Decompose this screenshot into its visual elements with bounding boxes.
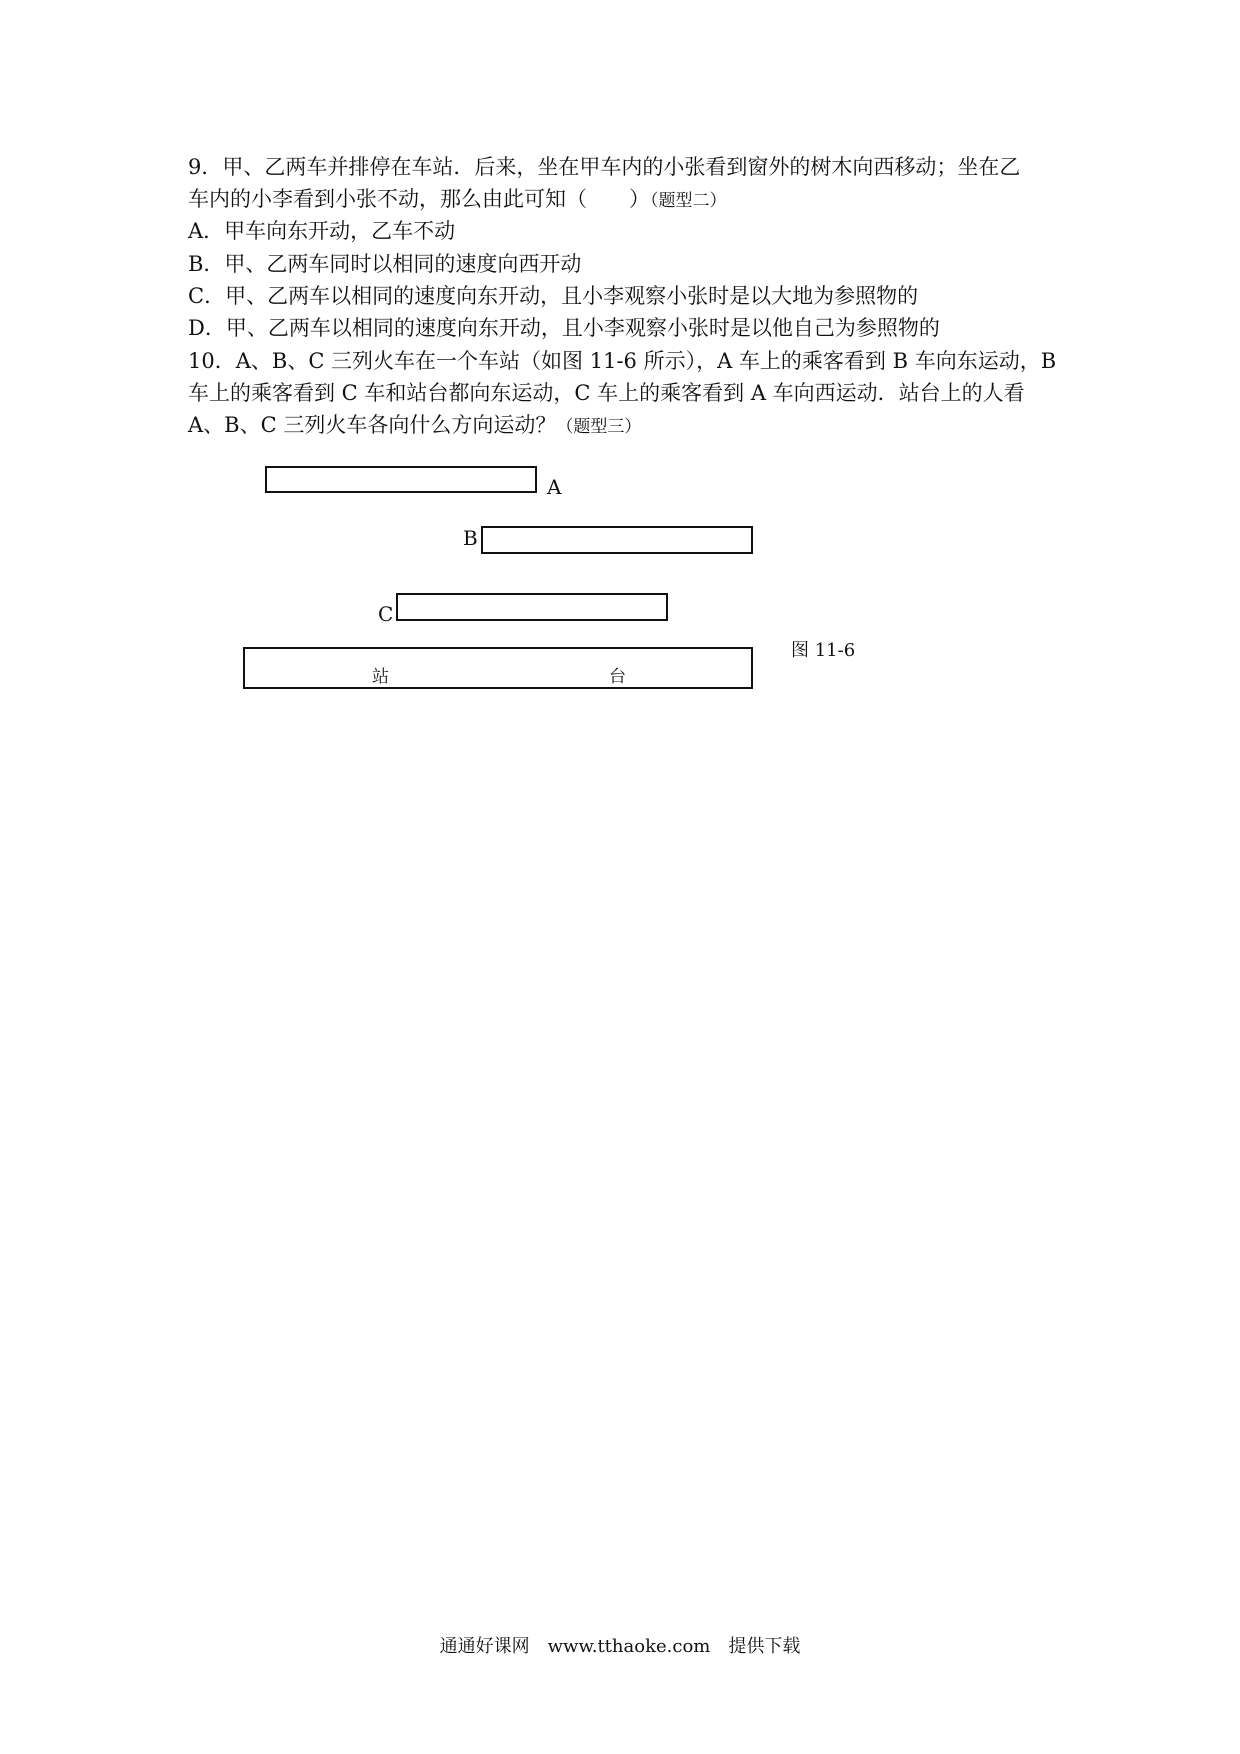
platform-char-1: 站 [372,667,389,687]
question-10-type-tag: （题型三） [556,417,642,437]
train-c [396,593,668,621]
question-9-stem-end: 车内的小李看到小张不动，那么由此可知（ ） [188,187,650,211]
question-9-type-tag: （题型二） [650,191,727,211]
platform-char-2: 台 [609,667,626,687]
train-a [265,466,537,493]
question-10-line-1: 10．A、B、C 三列火车在一个车站（如图 11-6 所示），A 车上的乘客看到 B 车向东运动，B [188,349,1057,373]
question-10-line-2: 车上的乘客看到 C 车和站台都向东运动，C 车上的乘客看到 A 车向西运动．站台上的人看 [188,381,1025,405]
question-9-option-b: B．甲、乙两车同时以相同的速度向西开动 [188,252,582,276]
page-footer: 通通好课网 www.tthaoke.com 提供下载 [439,1636,801,1657]
question-9-option-c: C．甲、乙两车以相同的速度向东开动，且小李观察小张时是以大地为参照物的 [188,284,919,308]
question-10-stem-end: A、B、C 三列火车各向什么方向运动？ [188,413,557,437]
train-c-label: C [378,602,394,626]
train-b [481,526,753,554]
question-9-line-1: 9．甲、乙两车并排停在车站．后来，坐在甲车内的小张看到窗外的树木向西移动；坐在乙 [188,155,1021,179]
question-9-option-d: D．甲、乙两车以相同的速度向东开动，且小李观察小张时是以他自己为参照物的 [188,316,940,340]
question-9-option-a: A．甲车向东开动，乙车不动 [188,219,456,243]
train-a-label: A [547,475,562,499]
platform [243,647,753,689]
train-b-label: B [463,526,478,550]
question-10-line-3 [188,409,641,443]
figure-caption: 图 11-6 [791,640,856,661]
question-9-line-2 [188,183,727,217]
